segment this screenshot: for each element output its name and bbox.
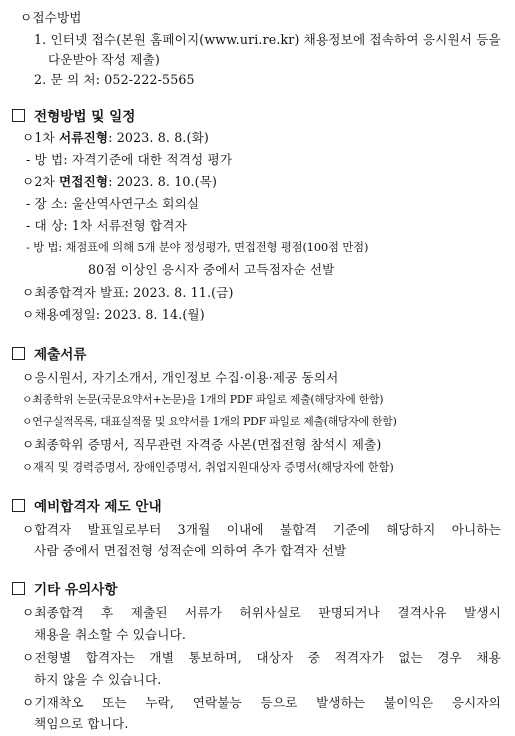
note-item-cont: 책임으로 합니다. [34,716,129,731]
round1-line: ㅇ1차 서류진형: 2023. 8. 8.(화) [22,130,209,145]
note-item: ㅇ전형별 합격자는 개별 통보하며, 대상자 중 적격자가 없는 경우 채용 [22,650,501,665]
document-item: ㅇ최종학위 증명서, 직무관련 자격증 사본(면접전형 참석시 제출) [22,437,382,452]
note-item-cont: 채용을 취소할 수 있습니다. [34,627,187,642]
note-item-cont: 하지 않을 수 있습니다. [34,672,162,687]
submission-item-contact: 2. 문 의 처: 052-222-5565 [34,72,195,87]
note-item: ㅇ최종합격 후 제출된 서류가 허위사실로 판명되거나 결격사유 발생시 [22,605,501,620]
note-item: ㅇ기재착오 또는 누락, 연락불능 등으로 발생하는 불이익은 응시자의 [22,695,501,710]
reserve-heading: 예비합격자 제도 안내 [12,497,515,517]
documents-heading: 제출서류 [12,345,515,365]
checkbox-square-icon [12,109,25,122]
submission-item-internet: 1. 인터넷 접수(본원 홈페이지(www.uri.re.kr) 채용정보에 접속하여 응시원서 등을 [34,32,501,47]
document-item: ㅇ재직 및 경력증명서, 장애인증명서, 취업지원대상자 증명서(해당자에 한함) [22,461,394,474]
checkbox-square-icon [12,347,25,360]
final-announce: ㅇ최종합격자 발표: 2023. 8. 11.(금) [22,285,234,300]
checkbox-square-icon [12,499,25,512]
round1-method: - 방 법: 자격기준에 대한 적격성 평가 [26,152,233,167]
hire-date: ㅇ채용예정일: 2023. 8. 14.(월) [22,307,205,322]
round2-method-cont: 80점 이상인 응시자 중에서 고득점자순 선발 [88,262,335,277]
round2-place: - 장 소: 울산역사연구소 회의실 [26,196,200,211]
document-item: ㅇ연구실적목록, 대표실적물 및 요약서를 1개의 PDF 파일로 제출(해당자에 한함) [22,415,397,428]
checkbox-square-icon [12,582,25,595]
reserve-text-cont: 사람 중에서 면접전형 성적순에 의하여 추가 합격자 선발 [34,543,347,558]
schedule-heading: 전형방법 및 일정 [12,107,515,127]
document-item: ㅇ응시원서, 자기소개서, 개인정보 수집·이용·제공 동의서 [22,370,339,385]
submission-item-internet-cont: 다운받아 작성 제출) [48,52,160,67]
round2-target: - 대 상: 1차 서류전형 합격자 [26,218,187,233]
round2-method: - 방 법: 채점표에 의해 5개 분야 정성평가, 면접전형 평점(100점 만점) [26,241,369,254]
notes-heading: 기타 유의사항 [12,580,515,600]
document-item: ㅇ최종학위 논문(국문요약서+논문)을 1개의 PDF 파일로 제출(해당자에 한함) [22,393,384,406]
round2-line: ㅇ2차 면접진형: 2023. 8. 10.(목) [22,174,218,189]
reserve-text: ㅇ합격자 발표일로부터 3개월 이내에 불합격 기준에 해당하지 아니하는 [22,522,501,537]
submission-title: ㅇ접수방법 [20,10,82,25]
